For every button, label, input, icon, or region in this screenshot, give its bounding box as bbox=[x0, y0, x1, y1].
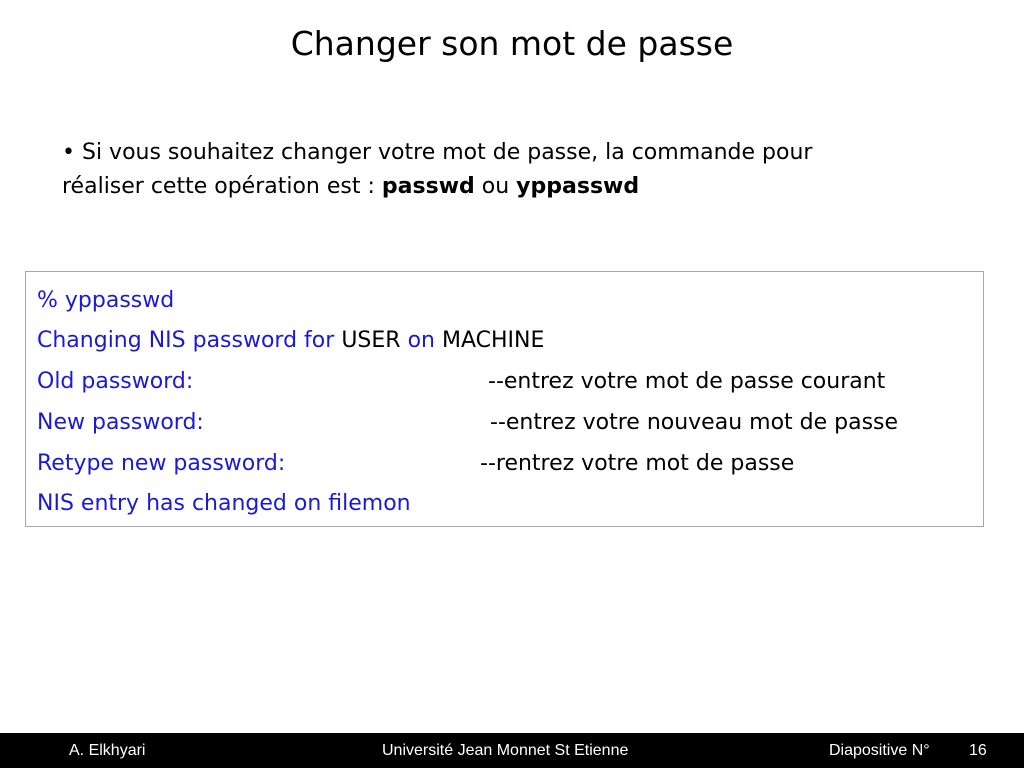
new-password-label: New password: bbox=[37, 410, 204, 435]
terminal-line-2c: on bbox=[407, 328, 435, 353]
intro-text-2: réaliser cette opération est : bbox=[62, 174, 375, 199]
terminal-line-5 bbox=[37, 444, 982, 484]
footer-slide-label: Diapositive N° bbox=[829, 742, 930, 759]
old-password-comment: --entrez votre mot de passe courant bbox=[488, 369, 886, 394]
terminal-box bbox=[25, 271, 984, 527]
intro-paragraph bbox=[62, 136, 962, 204]
new-password-comment: --entrez votre nouveau mot de passe bbox=[490, 410, 899, 435]
retype-password-comment: --rentrez votre mot de passe bbox=[480, 451, 795, 476]
terminal-line-2a: Changing NIS password for bbox=[37, 328, 335, 353]
terminal-line-2 bbox=[37, 321, 982, 361]
old-password-label: Old password: bbox=[37, 369, 194, 394]
terminal-line-4 bbox=[37, 403, 982, 443]
command-yppasswd: yppasswd bbox=[516, 174, 640, 199]
terminal-line-2d: MACHINE bbox=[441, 328, 545, 353]
terminal-line-3 bbox=[37, 362, 982, 402]
footer-author: A. Elkhyari bbox=[69, 742, 146, 759]
terminal-line-2b: USER bbox=[341, 328, 401, 353]
intro-line-1 bbox=[62, 136, 962, 170]
terminal-line-6: NIS entry has changed on filemon bbox=[37, 491, 411, 516]
terminal-line-1: % yppasswd bbox=[37, 288, 175, 313]
footer-slide-number: 16 bbox=[969, 742, 987, 759]
connector-word: ou bbox=[481, 174, 510, 199]
footer-bar bbox=[0, 733, 1024, 768]
footer-institution: Université Jean Monnet St Etienne bbox=[382, 742, 629, 759]
command-passwd: passwd bbox=[381, 174, 475, 199]
intro-text-1: Si vous souhaitez changer votre mot de passe, la commande pour bbox=[81, 140, 813, 165]
intro-line-2 bbox=[62, 170, 962, 204]
bullet: • bbox=[62, 140, 75, 165]
slide-title: Changer son mot de passe bbox=[290, 24, 734, 63]
retype-password-label: Retype new password: bbox=[37, 451, 286, 476]
